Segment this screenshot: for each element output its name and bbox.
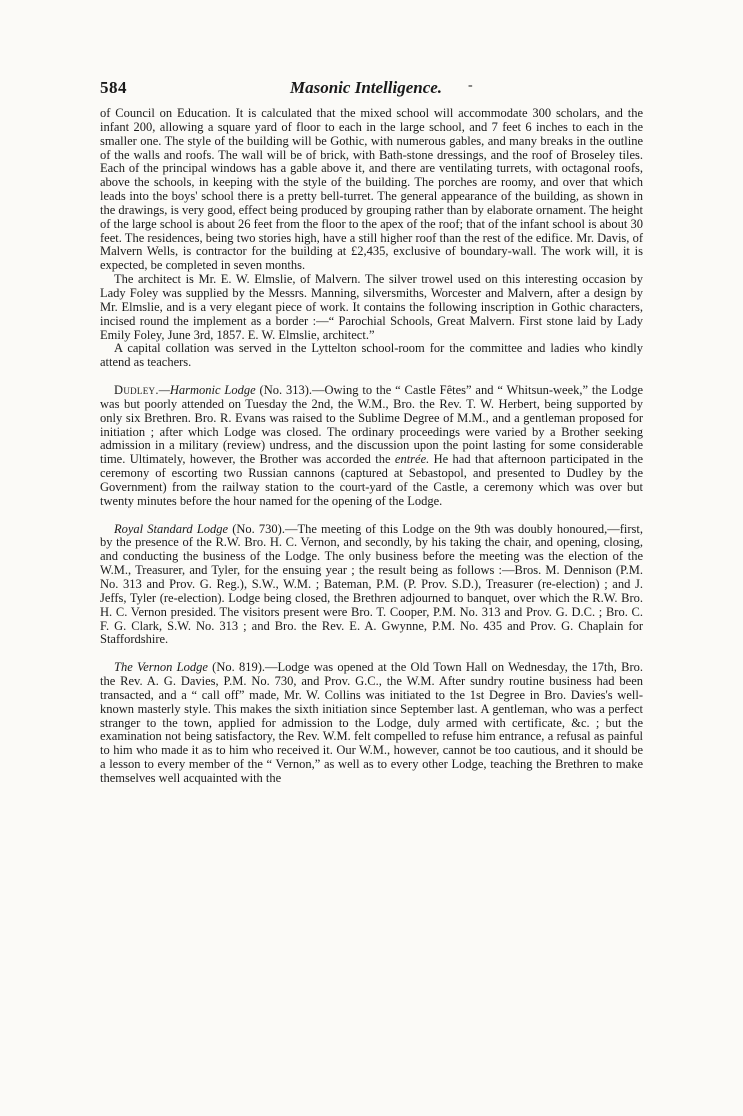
running-title: Masonic Intelligence. xyxy=(290,78,443,97)
paragraph-text: of Council on Education. It is calculated that the mixed school will accommodate 300 scholars, and the infant 200, allowing a square yard of floor to each in the large school, and 7 feet 6 inches to each in the smaller one. The style of the building will be Gothic, with numerous gables, and many breaks in the outline of the walls and roofs. The wall will be of brick, with Bath-stone dressings, and the roof of Broseley tiles. Each of the principal windows has a gable above it, and there are ventilating turrets, with octagonal roofs, above the schools, in keeping with the style of the building. The porches are roomy, and over that which leads into the boys' school there is a pretty bell-turret. The general appearance of the building, as shown in the drawings, is very good, effect being produced by grouping rather than by elaborate ornament. The height of the large school is about 26 feet from the floor to the apex of the roof; that of the infant school is about 30 feet. The residences, being two stories high, have a still higher roof than the rest of the edifice. Mr. Davis, of Malvern Wells, is contractor for the building at £2,435, exclusive of boundary-wall. The work will, it is expected, be completed in seven months. xyxy=(100,106,643,273)
paragraph-dudley-harmonic-lodge xyxy=(100,384,643,509)
lodge-name: The Vernon Lodge xyxy=(114,660,208,675)
paragraph-text: (No. 730).—The meeting of this Lodge on the 9th was doubly honoured,—first, by the presence of the R.W. Bro. H. C. Vernon, and secondly, by his taking the chair, and opening, closing, and conducting the business of the Lodge. The only business before the meeting was the election of the W.M., Treasurer, and Tyler, for the ensuing year ; the result being as follows :—Bros. M. Dennison (P.M. No. 313 and Prov. G. Reg.), S.W., W.M. ; Bateman, P.M. (P. Prov. S.D.), Treasurer (re-election) ; and J. Jeffs, Tyler (re-election). Lodge being closed, the Brethren adjourned to banquet, over which the R.W. Bro. H. C. Vernon presided. The visitors present were Bro. T. Cooper, P.M. No. 313 and Prov. G. D.C. ; Bro. C. F. G. Clark, S.W. No. 313 ; and Bro. the Rev. E. A. Gwynne, P.M. No. 435 and Prov. G. Chaplain for Staffordshire. xyxy=(100,521,644,647)
lodge-name: —Harmonic Lodge xyxy=(158,383,256,398)
entree-word: entrée. xyxy=(394,452,430,467)
paragraph-vernon-lodge xyxy=(100,661,643,786)
page-number: 584 xyxy=(100,78,127,97)
lead-place-name: Dudley. xyxy=(114,383,159,398)
article-body xyxy=(100,107,643,786)
paragraph-collation xyxy=(100,342,643,370)
paragraph-architect xyxy=(100,273,643,342)
paragraph-royal-standard-lodge xyxy=(100,523,643,648)
lodge-name: Royal Standard Lodge xyxy=(114,521,229,536)
paragraph-school-description xyxy=(100,107,643,273)
header-dash: - xyxy=(468,78,473,93)
paragraph-text: (No. 819).—Lodge was opened at the Old Town Hall on Wednesday, the 17th, Bro. the Rev. A. G. Davies, P.M. No. 730, and Prov. G.C., the W.M. After sundry routine business had been transacted, and a “ call off” made, Mr. W. Collins was initiated to the 1st Degree in Bro. Davies's well-known masterly style. This makes the sixth initiation since September last. A gentleman, who was a perfect stranger to the town, applied for admission to the Lodge, duly armed with certificate, &c. ; but the examination not being satisfactory, the Rev. W.M. felt compelled to refuse him entrance, a refusal as painful to him who made it as to him who received it. Our W.M., however, cannot be too cautious, and it should be a lesson to every member of the “ Vernon,” as well as to every other Lodge, teaching the Brethren to make themselves well acquainted with the xyxy=(100,660,643,785)
paragraph-text-continued: He had that afternoon participated in the ceremony of escorting two Russian cannons (captured at Sebastopol, and presented to Dudley by the Government) from the railway station to the court-yard of the Castle, a ceremony which was over but twenty minutes before the hour named for the opening of the Lodge. xyxy=(100,452,643,508)
paragraph-text: A capital collation was served in the Lyttelton school-room for the committee and ladies who kindly attend as teachers. xyxy=(100,341,643,370)
paragraph-text: The architect is Mr. E. W. Elmslie, of Malvern. The silver trowel used on this interesting occasion by Lady Foley was supplied by the Messrs. Manning, silversmiths, Worcester and Malvern, after a design by Mr. Elmslie, and is a very elegant piece of work. It contains the following inscription in Gothic characters, incised round the implement as a border :—“ Parochial Schools, Great Malvern. First stone laid by Lady Emily Foley, June 3rd, 1857. E. W. Elmslie, architect.” xyxy=(100,272,643,342)
page-header xyxy=(100,78,645,102)
paragraph-text: (No. 313).—Owing to the “ Castle Fêtes” and “ Whitsun-week,” the Lodge was but poorly attended on Tuesday the 2nd, the W.M., Bro. the Rev. T. W. Herbert, being supported by only six Brethren. Bro. R. Evans was raised to the Sublime Degree of M.M., and a gentleman proposed for initiation ; after which Lodge was closed. The ordinary proceedings were varied by a Brother seeking admission in a military (review) undress, and the discussion upon the point lasting for some considerable time. Ultimately, however, the Brother was accorded the xyxy=(100,383,643,467)
